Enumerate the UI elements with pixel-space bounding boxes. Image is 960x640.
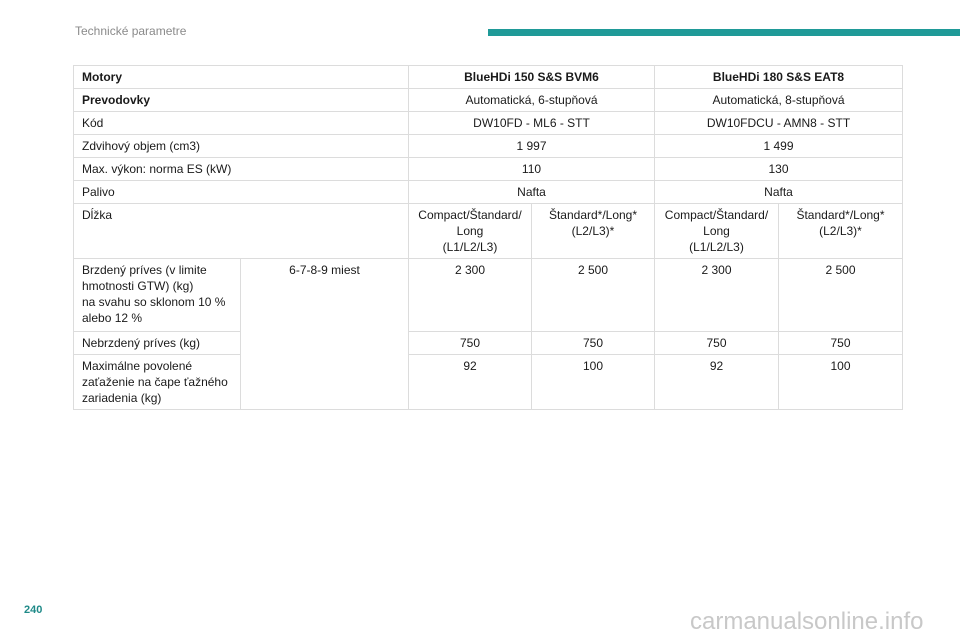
watermark: carmanualsonline.info	[690, 608, 924, 635]
row-label: Nebrzdený príves (kg)	[74, 332, 241, 355]
table-row-tow-load	[74, 355, 903, 410]
table-row-displacement	[74, 135, 903, 158]
table-cell: Štandard*/Long* (L2/L3)*	[779, 204, 903, 259]
table-cell: 2 300	[655, 259, 779, 332]
row-label: Motory	[74, 66, 409, 89]
seats-cell: 6-7-8-9 miest	[241, 259, 409, 410]
engine-1-header: BlueHDi 150 S&S BVM6	[409, 66, 655, 89]
table-cell: Nafta	[409, 181, 655, 204]
table-cell: DW10FDCU - AMN8 - STT	[655, 112, 903, 135]
table-cell: 1 997	[409, 135, 655, 158]
engine-2-header: BlueHDi 180 S&S EAT8	[655, 66, 903, 89]
table-cell: 92	[655, 355, 779, 410]
table-cell: Compact/Štandard/ Long (L1/L2/L3)	[409, 204, 532, 259]
table-cell: 100	[532, 355, 655, 410]
table-cell: 2 500	[532, 259, 655, 332]
row-label: Max. výkon: norma ES (kW)	[74, 158, 409, 181]
table-cell: 750	[532, 332, 655, 355]
table-cell: 100	[779, 355, 903, 410]
table-cell: 1 499	[655, 135, 903, 158]
specs-table	[73, 65, 903, 410]
section-accent-bar	[488, 29, 960, 36]
table-cell: 2 500	[779, 259, 903, 332]
section-title: Technické parametre	[75, 24, 187, 38]
table-cell: Štandard*/Long* (L2/L3)*	[532, 204, 655, 259]
table-cell: 92	[409, 355, 532, 410]
table-cell: 2 300	[409, 259, 532, 332]
table-row-engines	[74, 66, 903, 89]
table-cell: 130	[655, 158, 903, 181]
table-cell: 110	[409, 158, 655, 181]
table-cell: 750	[655, 332, 779, 355]
row-label: Maximálne povolené zaťaženie na čape ťažného zariadenia (kg)	[74, 355, 241, 410]
table-row-fuel	[74, 181, 903, 204]
table-row-code	[74, 112, 903, 135]
table-cell: 750	[779, 332, 903, 355]
row-label: Dĺžka	[74, 204, 409, 259]
row-label: Palivo	[74, 181, 409, 204]
table-cell: Nafta	[655, 181, 903, 204]
table-row-braked-trailer	[74, 259, 903, 332]
row-label: Zdvihový objem (cm3)	[74, 135, 409, 158]
table-cell: Automatická, 6-stupňová	[409, 89, 655, 112]
table-row-length	[74, 204, 903, 259]
row-label: Prevodovky	[74, 89, 409, 112]
table-cell: Compact/Štandard/ Long (L1/L2/L3)	[655, 204, 779, 259]
row-label: Brzdený príves (v limite hmotnosti GTW) (kg) na svahu so sklonom 10 % alebo 12 %	[74, 259, 241, 332]
page-number: 240	[24, 604, 43, 616]
table-row-unbraked-trailer	[74, 332, 903, 355]
table-row-gearbox	[74, 89, 903, 112]
table-cell: Automatická, 8-stupňová	[655, 89, 903, 112]
row-label: Kód	[74, 112, 409, 135]
table-cell: 750	[409, 332, 532, 355]
table-cell: DW10FD - ML6 - STT	[409, 112, 655, 135]
table-row-power	[74, 158, 903, 181]
